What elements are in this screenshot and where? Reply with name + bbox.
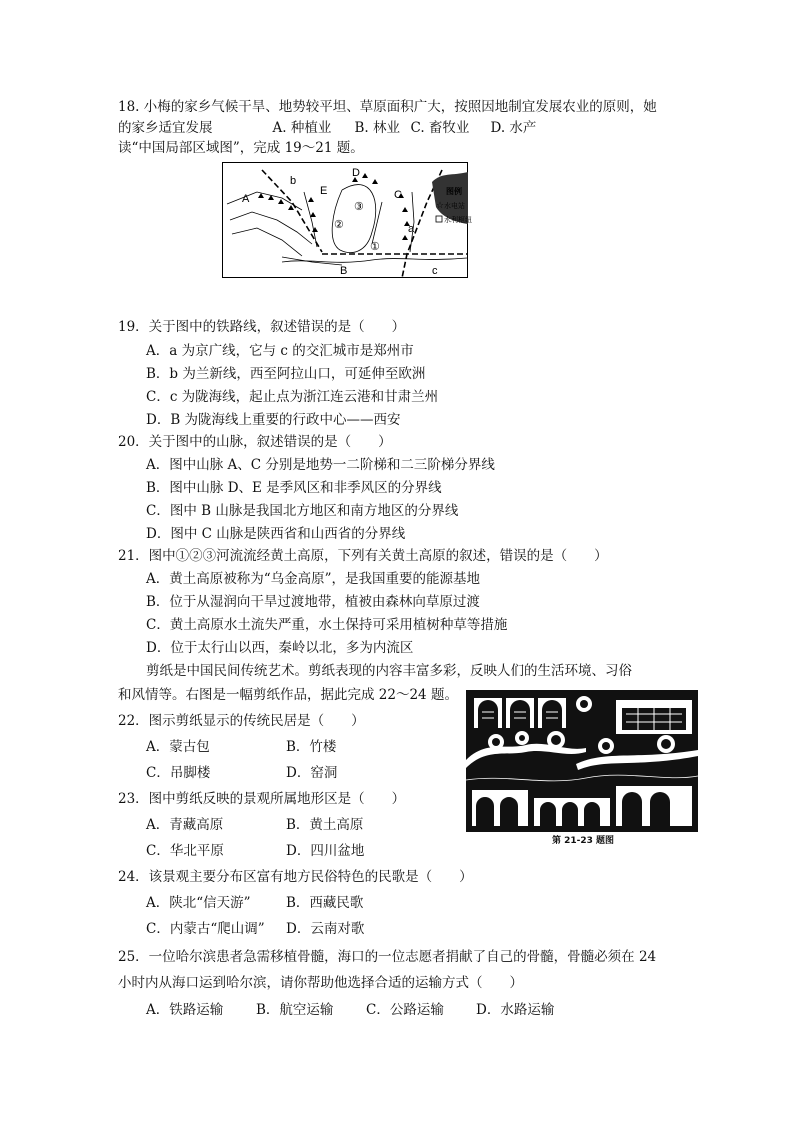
- map-label-river-1: ①: [370, 241, 380, 253]
- q21-option-c[interactable]: C．黄土高原水土流失严重，水土保持可采用植树种草等措施: [146, 617, 508, 633]
- q22-option-a[interactable]: A．蒙古包: [146, 739, 210, 755]
- q24-option-d[interactable]: D．云南对歌: [286, 921, 365, 937]
- map-label-river-3: ③: [354, 201, 364, 213]
- map-label-b-upper: B: [340, 265, 348, 277]
- legend-title: 图例: [446, 187, 462, 196]
- q20-option-d[interactable]: D．图中 C 山脉是陕西省和山西省的分界线: [146, 526, 406, 542]
- q18-stem-line2-text: 的家乡适宜发展: [118, 120, 213, 136]
- q21-option-a[interactable]: A．黄土高原被称为“乌金高原”，是我国重要的能源基地: [146, 571, 481, 587]
- q24-options-row1: [146, 894, 363, 912]
- art-intro-line1: 剪纸是中国民间传统艺术。剪纸表现的内容丰富多彩，反映人们的生活环境、习俗: [146, 663, 632, 679]
- q24-option-a[interactable]: A．陕北“信天游”: [146, 895, 251, 911]
- map-label-d: D: [352, 167, 360, 179]
- q22-options-row1: [146, 738, 336, 756]
- legend-hydropower: 水电站: [444, 202, 465, 210]
- q25-option-b[interactable]: B．航空运输: [256, 1002, 334, 1018]
- q18-stem-line1: 18. 小梅的家乡气候干旱、地势较平坦、草原面积广大，按照因地制宜发展农业的原则，她: [118, 99, 657, 115]
- q21-option-d[interactable]: D．位于太行山以西，秦岭以北，多为内流区: [146, 640, 414, 656]
- q19-option-a[interactable]: A．a 为京广线，它与 c 的交汇城市是郑州市: [146, 343, 414, 359]
- q23-option-b[interactable]: B．黄土高原: [286, 817, 364, 833]
- art-intro-line2: 和风情等。右图是一幅剪纸作品，据此完成 22～24 题。: [118, 687, 458, 703]
- china-region-map: [222, 162, 472, 278]
- q25-stem-line1: 25．一位哈尔滨患者急需移植骨髓，海口的一位志愿者捐献了自己的骨髓，骨髓必须在 24: [118, 949, 657, 965]
- map-label-a-upper: A: [242, 193, 250, 205]
- q23-option-d[interactable]: D．四川盆地: [286, 843, 365, 859]
- map-label-c-lower: c: [432, 265, 438, 277]
- q23-options-row1: [146, 816, 363, 834]
- q23-option-a[interactable]: A．青藏高原: [146, 817, 224, 833]
- q21-stem: 21．图中①②③河流流经黄土高原，下列有关黄土高原的叙述，错误的是（ ）: [118, 548, 608, 564]
- q23-options-row2: [146, 842, 364, 860]
- q24-options-row2: [146, 920, 364, 938]
- q21-option-b[interactable]: B．位于从湿润向干旱过渡地带，植被由森林向草原过渡: [146, 594, 480, 610]
- map-label-e: E: [320, 185, 328, 197]
- q20-option-b[interactable]: B．图中山脉 D、E 是季风区和非季风区的分界线: [146, 480, 442, 496]
- q19-option-b[interactable]: B．b 为兰新线，西至阿拉山口，可延伸至欧洲: [146, 366, 426, 382]
- q25-options-row: [146, 1001, 554, 1019]
- q18-option-a[interactable]: A. 种植业: [272, 120, 332, 136]
- q25-option-d[interactable]: D．水路运输: [476, 1002, 555, 1018]
- q20-option-c[interactable]: C．图中 B 山脉是我国北方地区和南方地区的分界线: [146, 503, 459, 519]
- q23-option-c[interactable]: C．华北平原: [146, 843, 224, 859]
- q19-stem: 19．关于图中的铁路线，叙述错误的是（ ）: [118, 319, 406, 335]
- q24-option-c[interactable]: C．内蒙古“爬山调”: [146, 921, 265, 937]
- art-caption: 第 21-23 题图: [552, 836, 615, 846]
- q19-option-c[interactable]: C．c 为陇海线，起止点为浙江连云港和甘肃兰州: [146, 389, 439, 405]
- q18-option-c[interactable]: C. 畜牧业: [410, 120, 470, 136]
- q20-option-a[interactable]: A．图中山脉 A、C 分别是地势一二阶梯和二三阶梯分界线: [146, 457, 495, 473]
- q20-stem: 20．关于图中的山脉，叙述错误的是（ ）: [118, 434, 392, 450]
- q18-option-d[interactable]: D. 水产: [490, 120, 537, 136]
- q24-stem: 24．该景观主要分布区富有地方民俗特色的民歌是（ ）: [118, 869, 473, 885]
- q22-options-row2: [146, 764, 337, 782]
- map-label-c-upper: C: [394, 189, 402, 201]
- q23-stem: 23．图中剪纸反映的景观所属地形区是（ ）: [118, 791, 406, 807]
- map-label-river-2: ②: [334, 219, 344, 231]
- q22-option-c[interactable]: C．吊脚楼: [146, 765, 211, 781]
- paper-cut-artwork: [466, 690, 698, 832]
- map-label-a-lower: a: [408, 223, 415, 235]
- legend-water-hub: 水利枢纽: [444, 216, 472, 224]
- q19-option-d[interactable]: D．B 为陇海线上重要的行政中心——西安: [146, 412, 401, 428]
- q22-option-b[interactable]: B．竹楼: [286, 739, 337, 755]
- q24-option-b[interactable]: B．西藏民歌: [286, 895, 364, 911]
- map-intro: 读“中国局部区域图”，完成 19～21 题。: [118, 140, 364, 156]
- map-label-b-lower: b: [290, 175, 297, 187]
- hydropower-icon: ☆: [436, 201, 445, 211]
- q18-option-b[interactable]: B. 林业: [354, 120, 401, 136]
- q18-stem-line2: [118, 119, 536, 137]
- q25-option-c[interactable]: C．公路运输: [366, 1002, 444, 1018]
- q25-stem-line2: 小时内从海口运到哈尔滨，请你帮助他选择合适的运输方式（ ）: [118, 975, 523, 991]
- q22-stem: 22．图示剪纸显示的传统民居是（ ）: [118, 713, 365, 729]
- q25-option-a[interactable]: A．铁路运输: [146, 1002, 224, 1018]
- q22-option-d[interactable]: D．窑洞: [286, 765, 338, 781]
